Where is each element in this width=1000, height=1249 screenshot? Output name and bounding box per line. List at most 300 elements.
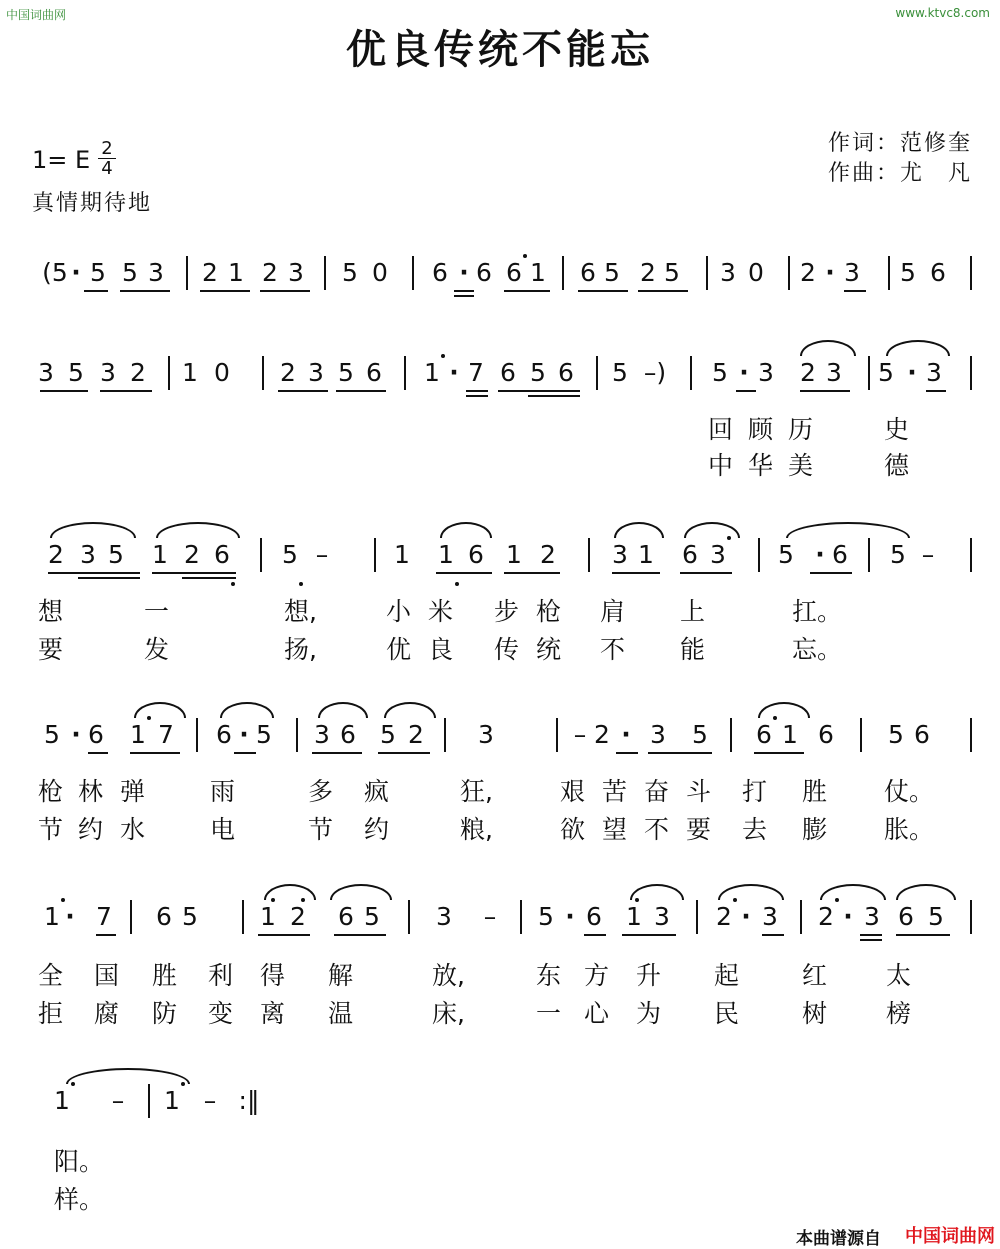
- barline: [706, 256, 708, 290]
- lyric-syllable: 民: [714, 999, 740, 1028]
- lyric-line-1: [0, 592, 1000, 626]
- note: 5: [890, 540, 906, 569]
- barline: [242, 900, 244, 934]
- barline: [970, 256, 972, 290]
- lyric-syllable: 扛。: [792, 597, 843, 626]
- note: 6: [216, 720, 232, 749]
- duration-underline: [860, 939, 882, 941]
- duration-underline: [334, 934, 386, 936]
- note: –: [483, 902, 497, 931]
- note: 3: [654, 902, 670, 931]
- note: 2: [800, 258, 816, 287]
- note: 1: [260, 902, 276, 931]
- source-label: 本曲谱源自: [796, 1229, 881, 1249]
- duration-underline: [612, 572, 660, 574]
- barline: [970, 718, 972, 752]
- note: 3: [826, 358, 842, 387]
- slur: [786, 522, 910, 538]
- barline: [596, 356, 598, 390]
- lyric-syllable: 升: [636, 961, 662, 990]
- note: 6: [580, 258, 596, 287]
- note: 5: [338, 358, 354, 387]
- note: 1: [626, 902, 642, 931]
- note: 5: [712, 358, 728, 387]
- score-row: [0, 1086, 1000, 1146]
- duration-underline: [130, 752, 180, 754]
- note: 5: [878, 358, 894, 387]
- note: –: [111, 1086, 125, 1115]
- slur: [264, 884, 316, 900]
- duration-underline: [278, 390, 328, 392]
- duration-underline: [860, 934, 882, 936]
- duration-underline: [466, 390, 488, 392]
- lyric-syllable: 方: [584, 961, 610, 990]
- duration-underline: [454, 290, 474, 292]
- lyric-syllable: 树: [802, 999, 828, 1028]
- lyric-syllable: 膨: [802, 815, 828, 844]
- note: 3: [864, 902, 880, 931]
- low-octave-dot: [299, 582, 303, 586]
- lyric-syllable: 利: [208, 961, 234, 990]
- duration-underline: [88, 752, 108, 754]
- slur: [614, 522, 664, 538]
- lyric-syllable: 胀。: [884, 815, 935, 844]
- lyric-syllable: 红: [802, 961, 828, 990]
- note: 2: [540, 540, 556, 569]
- lyric-syllable: 阳。: [54, 1147, 105, 1176]
- note: 5: [928, 902, 944, 931]
- slur: [66, 1068, 190, 1084]
- note: 2: [130, 358, 146, 387]
- duration-underline: [504, 572, 560, 574]
- note: 3: [436, 902, 452, 931]
- slur: [718, 884, 784, 900]
- lyricist-credit: 作词：范修奎: [827, 131, 972, 156]
- barline: [130, 900, 132, 934]
- barline: [690, 356, 692, 390]
- note: 6: [558, 358, 574, 387]
- dotted-rhythm-mark: ·: [239, 720, 249, 749]
- note: 1: [424, 358, 440, 387]
- note: 0: [748, 258, 764, 287]
- lyric-line-2: [0, 810, 1000, 844]
- note: 3: [314, 720, 330, 749]
- dotted-rhythm-mark: ·: [907, 358, 917, 387]
- note: 2: [202, 258, 218, 287]
- lyric-line-1: [0, 772, 1000, 806]
- slur: [384, 702, 436, 718]
- lyric-syllable: 肩: [600, 597, 626, 626]
- barline: [562, 256, 564, 290]
- lyric-syllable: 多: [308, 777, 334, 806]
- duration-underline: [648, 752, 712, 754]
- duration-underline: [622, 934, 676, 936]
- note: 2: [716, 902, 732, 931]
- lyric-syllable: 太: [886, 961, 912, 990]
- lyric-syllable: 德: [884, 451, 910, 480]
- duration-underline: [100, 390, 152, 392]
- note: 5: [692, 720, 708, 749]
- slur: [440, 522, 492, 538]
- lyric-syllable: 良: [428, 635, 454, 664]
- duration-underline: [926, 390, 946, 392]
- duration-underline: [234, 752, 256, 754]
- note: 2: [818, 902, 834, 931]
- dotted-rhythm-mark: ·: [565, 902, 575, 931]
- score-row: [0, 258, 1000, 318]
- lyric-syllable: 奋: [644, 777, 670, 806]
- lyric-syllable: 水: [120, 815, 146, 844]
- lyric-syllable: 斗: [686, 777, 712, 806]
- note: 1: [54, 1086, 70, 1115]
- slur: [886, 340, 950, 356]
- barline: [520, 900, 522, 934]
- note: 6: [340, 720, 356, 749]
- duration-underline: [504, 290, 550, 292]
- slur: [896, 884, 956, 900]
- duration-underline: [182, 577, 236, 579]
- barline: [324, 256, 326, 290]
- note: 2: [290, 902, 306, 931]
- duration-underline: [800, 390, 850, 392]
- lyric-syllable: 约: [78, 815, 104, 844]
- lyric-line-2: [0, 994, 1000, 1028]
- note: 5: [604, 258, 620, 287]
- tempo-marking: 真情期待地: [32, 191, 153, 216]
- key-signature: 1= E: [32, 146, 91, 174]
- time-signature-top: 2: [101, 138, 113, 159]
- score-row: [0, 540, 1000, 600]
- duration-underline: [96, 934, 116, 936]
- barline: [868, 538, 870, 572]
- lyric-line-2: [0, 1180, 1000, 1214]
- note: (5: [42, 258, 68, 287]
- duration-underline: [498, 390, 580, 392]
- high-octave-dot: [441, 354, 445, 358]
- lyric-syllable: 为: [636, 999, 662, 1028]
- slur: [630, 884, 684, 900]
- lyric-syllable: 米: [428, 597, 454, 626]
- low-octave-dot: [231, 582, 235, 586]
- lyric-syllable: 枪: [536, 597, 562, 626]
- lyric-syllable: 起: [714, 961, 740, 990]
- note: 2: [184, 540, 200, 569]
- lyric-syllable: 榜: [886, 999, 912, 1028]
- score-row: [0, 720, 1000, 780]
- lyric-syllable: 变: [208, 999, 234, 1028]
- note: 5: [364, 902, 380, 931]
- lyric-syllable: 胜: [802, 777, 828, 806]
- lyric-syllable: 历: [788, 415, 814, 444]
- note: 2: [594, 720, 610, 749]
- note: 2: [262, 258, 278, 287]
- duration-underline: [810, 572, 852, 574]
- barline: [800, 900, 802, 934]
- lyric-syllable: 仗。: [884, 777, 935, 806]
- note: 5: [342, 258, 358, 287]
- lyric-syllable: 发: [144, 635, 170, 664]
- duration-underline: [436, 572, 492, 574]
- note: 2: [640, 258, 656, 287]
- barline: [970, 538, 972, 572]
- barline: [730, 718, 732, 752]
- note: :‖: [238, 1086, 260, 1115]
- note: 1: [182, 358, 198, 387]
- duration-underline: [120, 290, 170, 292]
- barline: [556, 718, 558, 752]
- time-signature: [98, 140, 116, 177]
- slur: [220, 702, 274, 718]
- dotted-rhythm-mark: ·: [741, 902, 751, 931]
- note: 3: [650, 720, 666, 749]
- note: 5: [68, 358, 84, 387]
- barline: [788, 256, 790, 290]
- note: 6: [832, 540, 848, 569]
- lyric-syllable: 要: [686, 815, 712, 844]
- note: 3: [720, 258, 736, 287]
- lyric-syllable: 回: [708, 415, 734, 444]
- note: 5: [90, 258, 106, 287]
- duration-underline: [896, 934, 950, 936]
- note: 6: [366, 358, 382, 387]
- note: 6: [818, 720, 834, 749]
- duration-underline: [48, 572, 140, 574]
- note: 6: [476, 258, 492, 287]
- lyric-syllable: 顾: [748, 415, 774, 444]
- barline: [408, 900, 410, 934]
- slur: [134, 702, 186, 718]
- barline: [148, 1084, 150, 1118]
- duration-underline: [616, 752, 638, 754]
- lyric-syllable: 拒: [38, 999, 64, 1028]
- lyric-syllable: 国: [94, 961, 120, 990]
- barline: [412, 256, 414, 290]
- duration-underline: [40, 390, 88, 392]
- slur: [318, 702, 368, 718]
- lyric-syllable: 得: [260, 961, 286, 990]
- lyric-syllable: 腐: [94, 999, 120, 1028]
- note: 1: [152, 540, 168, 569]
- lyric-syllable: 弹: [120, 777, 146, 806]
- lyric-syllable: 上: [680, 597, 706, 626]
- lyric-syllable: 雨: [210, 777, 236, 806]
- note: 2: [48, 540, 64, 569]
- note: 1: [164, 1086, 180, 1115]
- note: –: [315, 540, 329, 569]
- high-octave-dot: [61, 898, 65, 902]
- note: 6: [914, 720, 930, 749]
- slur: [800, 340, 856, 356]
- note: 5: [888, 720, 904, 749]
- duration-underline: [312, 752, 362, 754]
- note: 2: [408, 720, 424, 749]
- note: 6: [338, 902, 354, 931]
- duration-underline: [78, 577, 140, 579]
- note: 6: [88, 720, 104, 749]
- barline: [296, 718, 298, 752]
- lyric-syllable: 防: [152, 999, 178, 1028]
- lyric-syllable: 胜: [152, 961, 178, 990]
- note: 1: [394, 540, 410, 569]
- barline: [588, 538, 590, 572]
- note: 6: [898, 902, 914, 931]
- lyric-syllable: 欲: [560, 815, 586, 844]
- note: 7: [158, 720, 174, 749]
- lyric-syllable: 艰: [560, 777, 586, 806]
- composer-credit: 作曲：尤 凡: [827, 161, 972, 186]
- note: 5: [612, 358, 628, 387]
- score-row: [0, 902, 1000, 962]
- note: 6: [756, 720, 772, 749]
- dotted-rhythm-mark: ·: [815, 540, 825, 569]
- note: 5: [538, 902, 554, 931]
- song-title: 优良传统不能忘: [346, 27, 654, 73]
- duration-underline: [84, 290, 108, 292]
- note: 2: [800, 358, 816, 387]
- lyric-syllable: 能: [680, 635, 706, 664]
- lyric-syllable: 狂,: [460, 777, 493, 806]
- lyric-syllable: 不: [644, 815, 670, 844]
- note: 6: [586, 902, 602, 931]
- duration-underline: [454, 295, 474, 297]
- high-octave-dot: [523, 254, 527, 258]
- barline: [196, 718, 198, 752]
- slur: [684, 522, 740, 538]
- note: 6: [468, 540, 484, 569]
- note: 5: [900, 258, 916, 287]
- lyric-syllable: 床,: [432, 999, 465, 1028]
- dotted-rhythm-mark: ·: [621, 720, 631, 749]
- note: 3: [80, 540, 96, 569]
- note: 7: [96, 902, 112, 931]
- dotted-rhythm-mark: ·: [739, 358, 749, 387]
- duration-underline: [584, 934, 606, 936]
- barline: [868, 356, 870, 390]
- note: 6: [432, 258, 448, 287]
- lyric-syllable: 不: [600, 635, 626, 664]
- note: –: [921, 540, 935, 569]
- note: 5: [530, 358, 546, 387]
- note: 1: [228, 258, 244, 287]
- barline: [260, 538, 262, 572]
- lyric-syllable: 一: [536, 999, 562, 1028]
- lyric-syllable: 传: [494, 635, 520, 664]
- lyric-syllable: 去: [742, 815, 768, 844]
- duration-underline: [578, 290, 628, 292]
- barline: [860, 718, 862, 752]
- duration-underline: [378, 752, 430, 754]
- lyric-line-1: [0, 1142, 1000, 1176]
- lyric-syllable: 想,: [284, 597, 317, 626]
- barline: [168, 356, 170, 390]
- duration-underline: [736, 390, 756, 392]
- note: 3: [288, 258, 304, 287]
- note: 3: [844, 258, 860, 287]
- dotted-rhythm-mark: ·: [825, 258, 835, 287]
- dotted-rhythm-mark: ·: [843, 902, 853, 931]
- lyric-syllable: 粮,: [460, 815, 493, 844]
- lyric-syllable: 林: [78, 777, 104, 806]
- note: 2: [280, 358, 296, 387]
- note: 3: [758, 358, 774, 387]
- note: 3: [308, 358, 324, 387]
- barline: [970, 900, 972, 934]
- lyric-syllable: 全: [38, 961, 64, 990]
- lyric-syllable: 扬,: [284, 635, 317, 664]
- note: 5: [44, 720, 60, 749]
- lyric-syllable: 约: [364, 815, 390, 844]
- note: 0: [214, 358, 230, 387]
- duration-underline: [762, 934, 784, 936]
- note: 6: [214, 540, 230, 569]
- note: 5: [778, 540, 794, 569]
- duration-underline: [680, 572, 732, 574]
- note: 5: [664, 258, 680, 287]
- note: –: [203, 1086, 217, 1115]
- note: 3: [762, 902, 778, 931]
- lyric-syllable: 离: [260, 999, 286, 1028]
- lyric-syllable: 优: [386, 635, 412, 664]
- lyric-line-1: [0, 956, 1000, 990]
- note: 1: [44, 902, 60, 931]
- lyric-syllable: 华: [748, 451, 774, 480]
- note: 0: [372, 258, 388, 287]
- barline: [758, 538, 760, 572]
- lyric-syllable: 要: [38, 635, 64, 664]
- duration-underline: [844, 290, 866, 292]
- lyric-syllable: 苦: [602, 777, 628, 806]
- lyric-syllable: 心: [584, 999, 610, 1028]
- dotted-rhythm-mark: ·: [459, 258, 469, 287]
- lyric-syllable: 节: [38, 815, 64, 844]
- lyric-syllable: 忘。: [792, 635, 843, 664]
- lyric-syllable: 疯: [364, 777, 390, 806]
- dotted-rhythm-mark: ·: [71, 258, 81, 287]
- duration-underline: [336, 390, 386, 392]
- note: 7: [468, 358, 484, 387]
- note: 5: [380, 720, 396, 749]
- dotted-rhythm-mark: ·: [71, 720, 81, 749]
- slur: [156, 522, 240, 538]
- barline: [262, 356, 264, 390]
- barline: [696, 900, 698, 934]
- duration-underline: [528, 395, 580, 397]
- lyric-syllable: 东: [536, 961, 562, 990]
- watermark-left: 中国词曲网: [6, 8, 67, 22]
- note: 3: [926, 358, 942, 387]
- lyric-syllable: 温: [328, 999, 354, 1028]
- note: 1: [638, 540, 654, 569]
- lyric-syllable: 美: [788, 451, 814, 480]
- watermark-right: www.ktvc8.com: [895, 6, 990, 20]
- lyric-syllable: 样。: [54, 1185, 105, 1214]
- note: 3: [612, 540, 628, 569]
- note: 6: [930, 258, 946, 287]
- note: –): [643, 358, 667, 387]
- lyric-syllable: 统: [536, 635, 562, 664]
- lyric-syllable: 望: [602, 815, 628, 844]
- note: 3: [100, 358, 116, 387]
- note: –: [573, 720, 587, 749]
- duration-underline: [638, 290, 688, 292]
- lyric-syllable: 电: [210, 815, 236, 844]
- note: 5: [282, 540, 298, 569]
- duration-underline: [466, 395, 488, 397]
- lyric-syllable: 放,: [432, 961, 465, 990]
- note: 1: [506, 540, 522, 569]
- dotted-rhythm-mark: ·: [449, 358, 459, 387]
- note: 3: [148, 258, 164, 287]
